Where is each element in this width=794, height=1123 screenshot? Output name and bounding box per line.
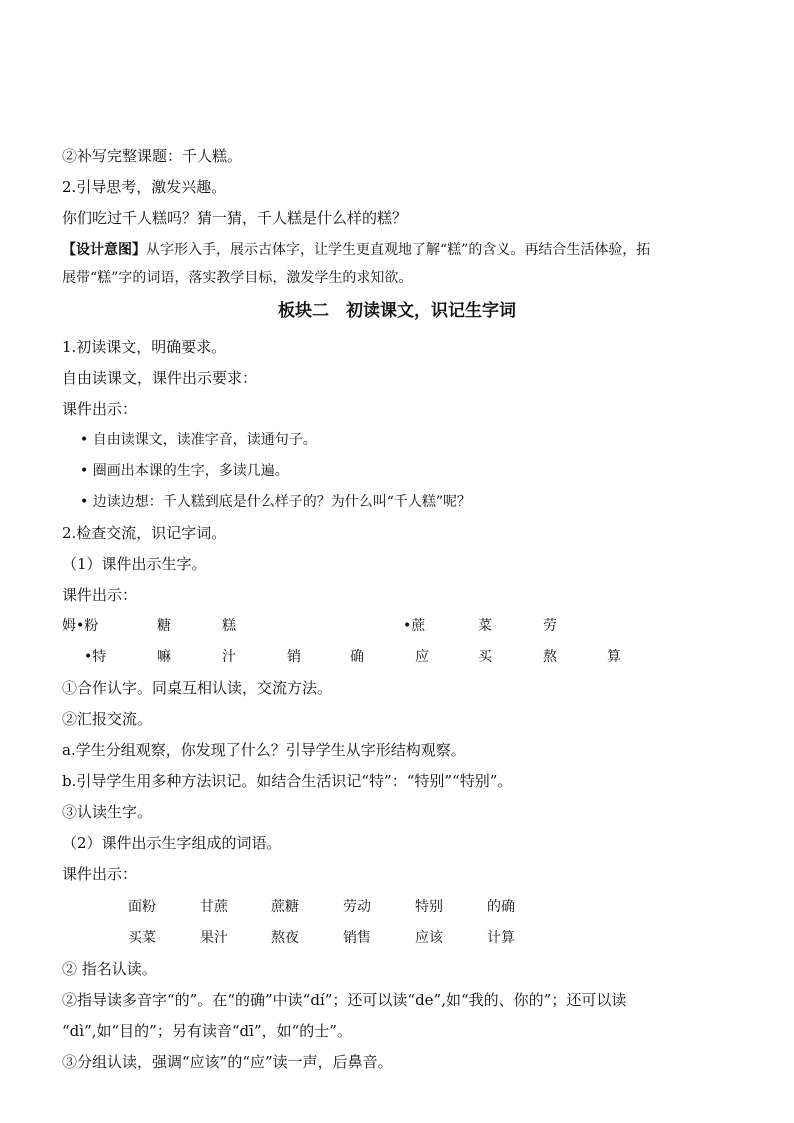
char-cell: 熬 [543, 649, 557, 665]
word-cell: 计算 [487, 930, 515, 946]
text-line: 展带“糕”字的词语，落实教学目标，激发学生的求知欲。 [62, 270, 413, 286]
word-cell: 劳动 [343, 899, 371, 915]
char-cell: 劳 [543, 618, 557, 634]
text-line: ②汇报交流。 [62, 710, 153, 728]
text-line: b.引导学生用多种方法识记。如结合生活识记“特”：“特别”“特别”。 [62, 772, 513, 790]
text-line: 课件出示： [62, 586, 138, 604]
char-cell: 菜 [478, 618, 492, 634]
char-cell: 糕 [222, 618, 236, 634]
word-cell: 特别 [415, 899, 443, 915]
design-intent-line [62, 240, 650, 260]
text-line: a.学生分组观察，你发现了什么？引导学生从字形结构观察。 [62, 741, 466, 759]
char-cell: 糖 [157, 618, 171, 634]
design-intent-label: 【设计意图】 [62, 242, 146, 258]
text-line: ②补写完整课题：千人糕。 [62, 147, 243, 165]
char-cell: 汁 [222, 649, 236, 665]
char-cell: 嘛 [157, 649, 171, 665]
text-line: 1.初读课文，明确要求。 [62, 338, 227, 356]
char-cell: 买 [478, 649, 492, 665]
char-cell: •蔗 [403, 618, 426, 634]
text-line: ①合作认字。同桌互相认读，交流方法。 [62, 679, 333, 697]
word-cell: 应该 [415, 930, 443, 946]
text-line: ③认读生字。 [62, 803, 153, 821]
text-line: （1）课件出示生字。 [62, 555, 207, 573]
char-cell: 算 [607, 649, 621, 665]
word-cell: 销售 [343, 930, 371, 946]
text-line: ②指导读多音字“的”。在“的确”中读“dí”；还可以读“de”,如“我的、你的”；还可以读 [62, 991, 627, 1009]
word-cell: 面粉 [128, 899, 156, 915]
text-line: （2）课件出示生字组成的词语。 [62, 834, 282, 852]
char-cell: 姆•粉 [62, 618, 99, 634]
char-cell: •特 [84, 649, 107, 665]
word-cell: 熬夜 [271, 930, 299, 946]
char-cell: 销 [287, 649, 301, 665]
word-cell: 买菜 [128, 930, 156, 946]
char-cell: 确 [350, 649, 364, 665]
bullet-item: • 边读边想：千人糕到底是什么样子的？为什么叫“千人糕”呢？ [80, 494, 472, 510]
design-intent-text: 从字形入手，展示古体字，让学生更直观地了解“糕”的含义。再结合生活体验，拓 [146, 242, 651, 258]
text-line: ② 指名认读。 [62, 960, 157, 978]
section-title: 板块二 初读课文，识记生字词 [278, 301, 516, 321]
text-line: “dì”,如“目的”；另有读音“dī”，如“的士”。 [62, 1022, 352, 1040]
word-cell: 果汁 [200, 930, 228, 946]
word-cell: 甘蔗 [200, 899, 228, 915]
text-line: 自由读课文，课件出示要求： [62, 369, 258, 387]
text-line: 课件出示： [62, 865, 138, 883]
text-line: 你们吃过千人糕吗？猜一猜，千人糕是什么样的糕？ [62, 209, 408, 227]
text-line: ③分组认读，强调“应该”的“应”读一声，后鼻音。 [62, 1053, 393, 1071]
word-cell: 蔗糖 [271, 899, 299, 915]
bullet-item: • 自由读课文，读准字音，读通句子。 [80, 432, 317, 448]
text-line: 课件出示： [62, 400, 138, 418]
text-line: 2.检查交流，识记字词。 [62, 524, 227, 542]
word-cell: 的确 [487, 899, 515, 915]
bullet-item: • 圈画出本课的生字，多读几遍。 [80, 463, 289, 479]
text-line: 2.引导思考，激发兴趣。 [62, 178, 227, 196]
char-cell: 应 [415, 649, 429, 665]
